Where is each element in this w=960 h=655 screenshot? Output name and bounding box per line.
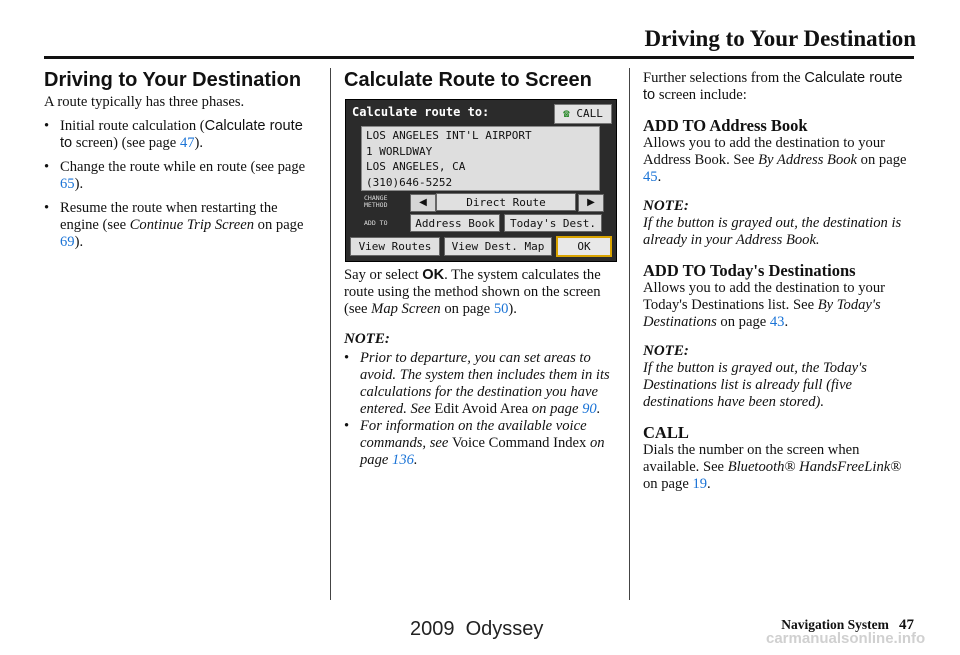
paragraph: Say or select OK. The system calculates the route using the method shown on the screen (see Map Screen on page 50).	[344, 267, 601, 317]
paragraph: Dials the number on the screen when available. See Bluetooth® HandsFreeLink® on page 19.	[643, 442, 902, 492]
column-divider	[629, 68, 630, 600]
phone-icon: ☎	[563, 107, 570, 120]
subheading: ADD TO Today's Destinations	[643, 261, 856, 280]
note-text: If the button is grayed out, the destination is already in your Address Book.	[643, 215, 902, 248]
view-dest-map-button[interactable]: View Dest. Map	[444, 237, 552, 256]
call-button[interactable]: ☎ CALL	[554, 104, 612, 124]
paragraph: Allows you to add the destination to your Address Book. See By Address Book on page 45.	[643, 135, 907, 185]
intro-text: A route typically has three phases.	[44, 94, 245, 110]
page-link[interactable]: 50	[493, 301, 509, 317]
section-heading: Driving to Your Destination	[44, 69, 302, 91]
note-heading: NOTE:	[643, 343, 689, 359]
note-text: If the button is grayed out, the Today's Destinations list is already full (five destinations have been stored).	[643, 360, 867, 410]
subheading: CALL	[643, 423, 689, 442]
paragraph: Further selections from the Calculate route to screen include:	[643, 70, 903, 103]
page-number: 47	[899, 617, 914, 633]
view-routes-button[interactable]: View Routes	[350, 237, 440, 256]
todays-dest-button[interactable]: Today's Dest.	[504, 214, 602, 232]
address-book-button[interactable]: Address Book	[410, 214, 500, 232]
ok-button[interactable]: OK	[556, 236, 612, 257]
subheading: ADD TO Address Book	[643, 116, 808, 135]
list-item: • For information on the available voice commands, see Voice Command Index on page 136.	[344, 418, 620, 469]
list-item: • Initial route calculation (Calculate route to screen) (see page 47).	[44, 118, 316, 152]
watermark-text: carmanualsonline.info	[766, 630, 926, 647]
page-link[interactable]: 19	[692, 476, 708, 492]
list-item: • Change the route while en route (see page 65).	[44, 159, 316, 193]
page-header-title: Driving to Your Destination	[644, 26, 916, 51]
page-link[interactable]: 45	[643, 169, 658, 185]
screen-title: Calculate route to:	[352, 105, 490, 119]
change-method-label: CHANGE METHOD	[364, 194, 388, 209]
page-link[interactable]: 43	[769, 314, 785, 330]
page-link[interactable]: 47	[179, 135, 195, 151]
page-link[interactable]: 90	[582, 401, 597, 417]
add-to-label: ADD TO	[364, 219, 388, 227]
model-label: 2009 Odyssey	[410, 618, 544, 640]
page-link[interactable]: 136	[392, 452, 414, 468]
next-method-button[interactable]	[578, 194, 604, 212]
route-method-button[interactable]: Direct Route	[436, 193, 576, 211]
previous-method-button[interactable]	[410, 194, 436, 212]
header-rule	[44, 56, 914, 59]
triangle-left-icon: ◀	[419, 197, 427, 208]
column-2-text	[344, 267, 620, 469]
page-link[interactable]: 65	[60, 176, 75, 192]
note-heading: NOTE:	[643, 198, 689, 214]
page-link[interactable]: 69	[60, 234, 75, 250]
column-1	[44, 68, 316, 251]
destination-address-box: LOS ANGELES INT'L AIRPORT 1 WORLDWAY LOS ANGELES, CA (310)646-5252	[361, 126, 600, 191]
section-name: Navigation System	[781, 617, 889, 632]
list-item: • Prior to departure, you can set areas to avoid. The system then includes them in its calculations for the destination you have entered. See Edit Avoid Area on page 90.	[344, 350, 620, 418]
section-heading: Calculate Route to Screen	[344, 69, 592, 91]
triangle-right-icon: ▶	[587, 197, 595, 208]
paragraph: Allows you to add the destination to your Today's Destinations list. See By Today's Destinations on page 43.	[643, 280, 885, 330]
list-item: • Resume the route when restarting the engine (see Continue Trip Screen on page 69).	[44, 200, 316, 251]
navigation-screen-image	[345, 99, 617, 262]
column-3	[643, 70, 915, 493]
note-heading: NOTE:	[344, 331, 390, 347]
column-divider	[330, 68, 331, 600]
